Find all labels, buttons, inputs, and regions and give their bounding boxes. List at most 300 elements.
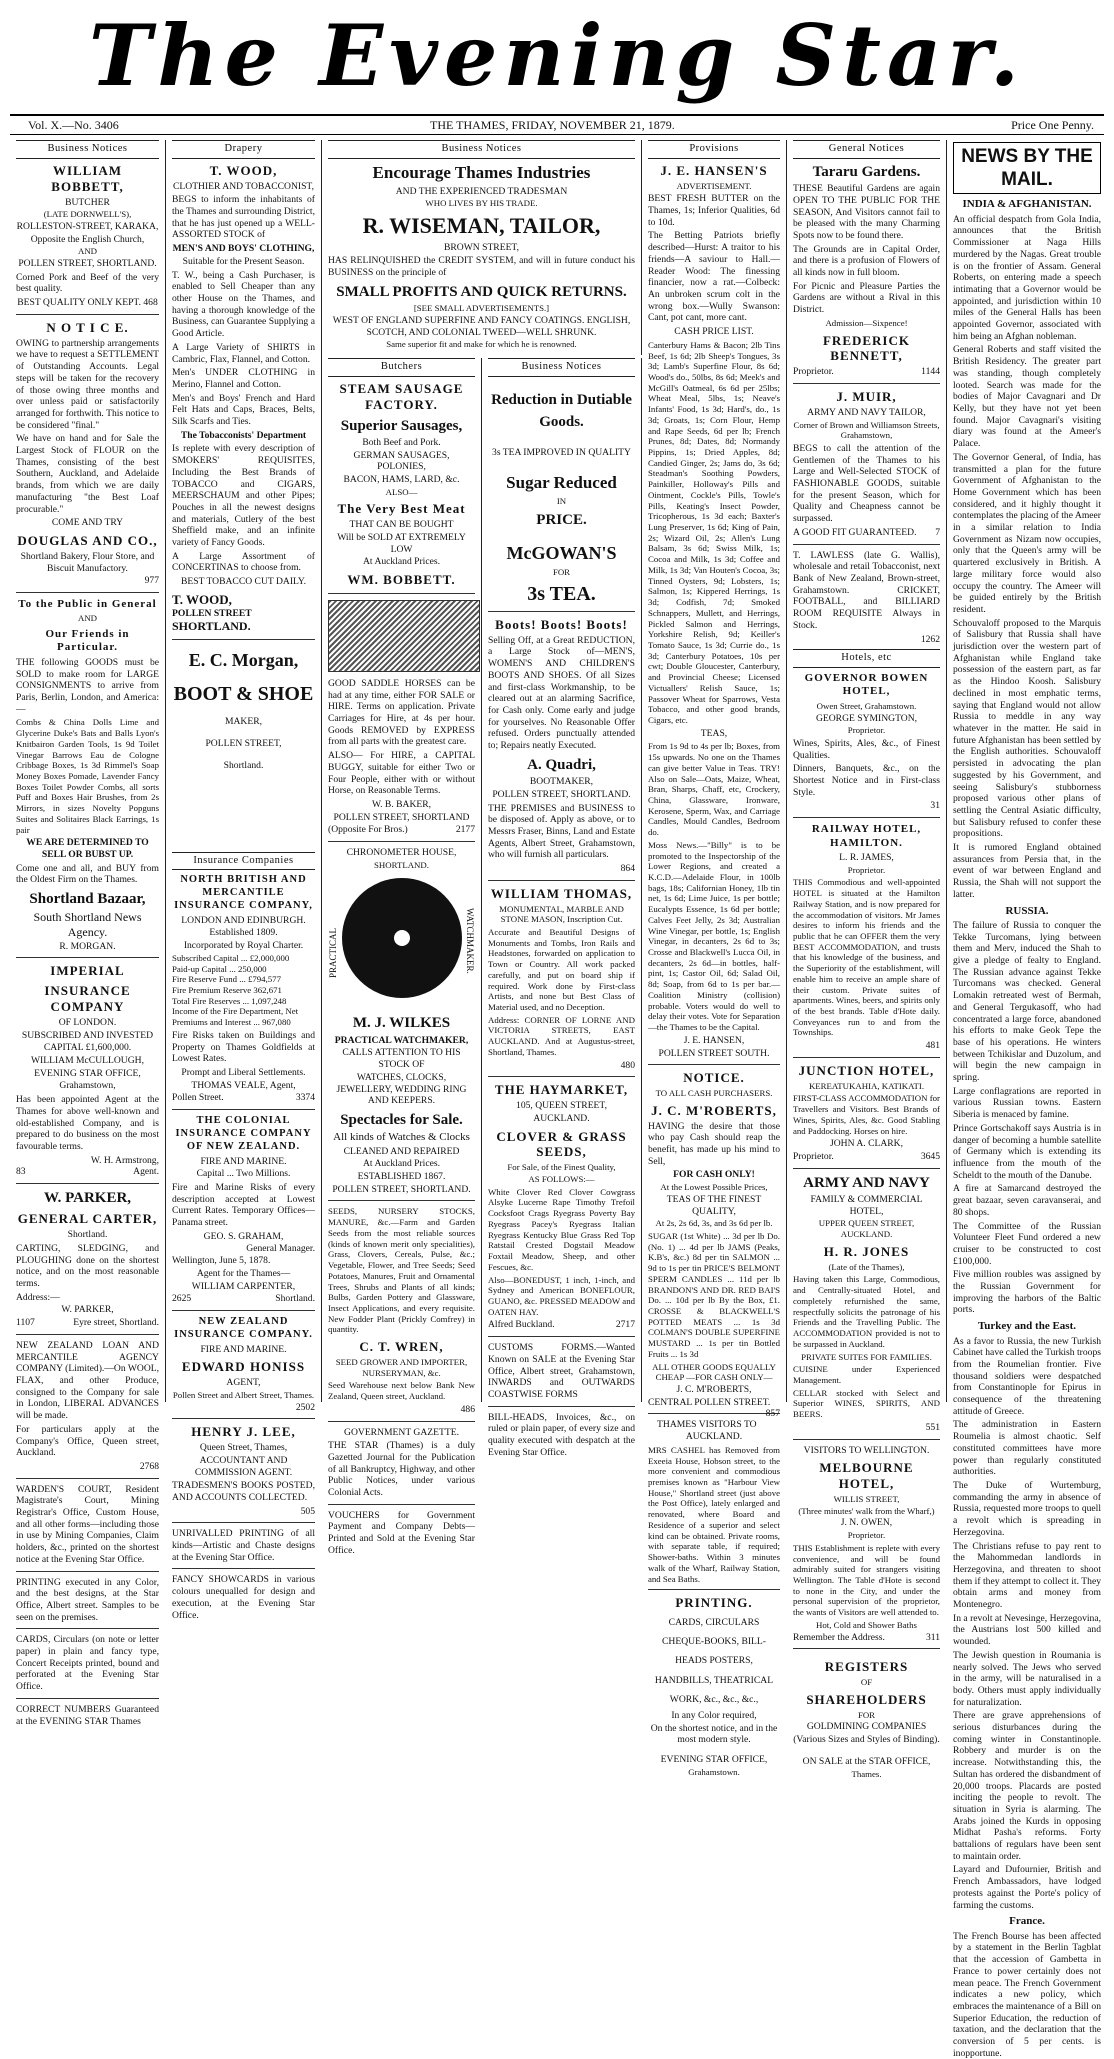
ad-text: OWING to partnership arrangements we have to request a SETTLEMENT of Outstanding Accounts. Legal steps will be taken for the recovery of those owing three months and over unless paid or satisfactorily arranged for forthwith. This notice to be considered "final."	[16, 337, 159, 431]
ad-line: At the Lowest Possible Prices,	[660, 1182, 768, 1193]
ad-text: Men's and Boys' French and Hard Felt Hats and Caps, Braces, Belts, Silk Scarfs and Ties.	[172, 392, 315, 428]
divider	[793, 1057, 940, 1058]
ad-text: We have on hand and for Sale the Largest Stock of FLOUR on the Thames, consisting of the best Southern, Auckland, and Adelaide brands, from which we are daily manufacturing "the Best Loaf procurable."	[16, 433, 159, 515]
ad-hansen	[648, 163, 780, 1059]
ad-number: 311	[925, 1631, 940, 1643]
ad-title: FREDERICK BENNETT,	[822, 332, 910, 364]
ad-line: 105, QUEEN STREET,	[516, 1100, 607, 1112]
ad-title: REGISTERS	[824, 1659, 909, 1675]
ad-text: A Large Assortment of CONCERTINAS to choose from.	[172, 550, 315, 574]
ad-line: Hot, Cold and Shower Baths	[816, 1619, 917, 1630]
section-heading: Business Notices	[16, 140, 159, 159]
ad-number: 3645	[920, 1151, 940, 1163]
ad-title: J. E. HANSEN'S	[660, 162, 768, 178]
ad-line: POLLEN STREET, SHORTLAND.	[492, 788, 631, 800]
ad-text: CUISINE under Experienced Management.	[793, 1364, 940, 1385]
ad-line: Corner of Brown and Williamson Streets, Grahamstown,	[793, 419, 940, 441]
ad-title: Reduction in Dutiable	[491, 391, 632, 408]
ad-line: ALSO—	[385, 486, 418, 497]
ad-line: Remember the Address.	[793, 1631, 885, 1643]
section-heading: Insurance Companies	[172, 852, 315, 871]
news-paragraph: Large conflagrations are reported in various Russian towns. Eastern Siberia is menaced by famine.	[953, 1085, 1101, 1121]
ad-bazaar	[16, 598, 159, 952]
ad-warden: WARDEN'S COURT, Resident Magistrate's Court, Mining Registrar's Office, Custom House, and all other forms—including those in use by Mining Companies, Claim holders, &c., printed on the shortest notice at the Evening Star Office.	[16, 1483, 159, 1565]
ad-line: Queen Street, Thames,	[199, 1442, 288, 1454]
ad-line: Fire Premium Reserve 362,671	[172, 985, 282, 996]
ad-line: W. PARKER,	[61, 1304, 114, 1316]
ad-line: (Late of the Thames),	[828, 1261, 905, 1272]
ad-line: ON SALE at the STAR OFFICE,	[802, 1755, 931, 1767]
ad-number: 2502	[295, 1401, 315, 1413]
news-paragraph: The Governor General, of India, has transmitted a plan for the future Government of Afghanistan to the Home Government which has been considered, and it highly thought it contemplates the placing of the Ameer in a similar relation to India Government as Nizam now occupies, only that the Queen's army will be quartered exclusively in British. A large military force would also occupy the country. The Ameer will be guided entirely by the British resident.	[953, 451, 1101, 615]
ad-title: H. R. JONES	[823, 1243, 910, 1259]
ad-line: T. WOOD,	[172, 591, 232, 607]
ad-line: EVENING STAR OFFICE,	[34, 1067, 141, 1079]
ad-line: A GOOD FIT GUARANTEED.	[793, 526, 917, 538]
ad-line: TEAS OF THE FINEST QUALITY,	[666, 1193, 762, 1217]
ad-title: 3s TEA.	[527, 582, 596, 605]
ad-correct: CORRECT NUMBERS Guaranteed at the EVENING STAR Thames	[16, 1703, 159, 1727]
ad-line: SHORTLAND.	[172, 619, 251, 634]
ad-title: Tararu Gardens.	[812, 163, 921, 180]
ad-line: CLEANED AND REPAIRED	[343, 1145, 460, 1157]
ad-line: Alfred Buckland.	[488, 1319, 555, 1331]
ad-text: HAS RELINQUISHED the CREDIT SYSTEM, and will in future conduct his BUSINESS on the principle of	[328, 255, 635, 279]
ad-line: Shortland.	[67, 1229, 108, 1241]
ad-line: Paid-up Capital ... 250,000	[172, 963, 267, 974]
ad-line: Both Beef and Pork.	[362, 436, 441, 448]
ad-text: GOOD SADDLE HORSES can be had at any time, either FOR SALE or HIRE. Terms on application. Private Carriages for Hire, at 4s per hour. Goods REMOVED by EXPRESS from all parts with the greatest care.	[328, 677, 475, 748]
ad-line: POLLEN STREET	[172, 607, 252, 619]
divider	[16, 314, 159, 315]
ad-text: BEST FRESH BUTTER on the Thames, 1s; Inferior Qualities, 6d to 10d.	[648, 193, 780, 228]
ad-line: Total Fire Reserves ... 1,097,248	[172, 995, 287, 1006]
ad-line: Admission—Sixpence!	[825, 317, 908, 328]
news-paragraph: The Committee of the Russian Volunteer Fleet Fund ordered a new cruiser to be constructed to cost £100,000.	[953, 1220, 1101, 1267]
ad-text: SUGAR (1st White) ... 3d per lb Do. (No. 1) ... 4d per lb JAMS (Peaks, K.B's, &c.) 8d per tin SALMON ... 9d to 1s per tin PRICE'S BELMONT SPERM CANDLES ... 11d per lb BRANDON'S AND DR. RED BAI'S Do. ... 10d per lb By the Box, £1. CROSSE & BLACKWELL'S POTTED MEATS ... 1s 3d COLMAN'S DOUBLE SUPERFINE MUSTARD ... 1s per tin Bottled Fruits ... 1s 3d	[648, 1231, 780, 1359]
ad-line: GOVERNMENT GAZETTE.	[344, 1426, 459, 1438]
masthead	[0, 0, 1114, 112]
news-heading: RUSSIA.	[1005, 904, 1049, 917]
ad-line: (Three minutes' walk from the Wharf,)	[798, 1505, 935, 1516]
ad-number: 2177	[455, 824, 475, 836]
ad-number: 1107	[16, 1317, 35, 1329]
ad-line: Shortland Bakery, Flour Store, and Biscuit Manufactory.	[20, 550, 155, 574]
ad-registers	[793, 1659, 940, 1779]
ad-nz-insurance	[172, 1316, 315, 1413]
ad-parker	[16, 1189, 159, 1329]
ad-text: Accurate and Beautiful Designs of Monuments and Tombs, Iron Rails and Headstones, forwarded on application to Town or Country. All work packed carefully, and put on board ship if required. Work done by First-class Artists, and none but Best Class of Material used, and no Deception.	[488, 927, 635, 1013]
ad-line: All kinds of Watches & Clocks	[333, 1131, 470, 1144]
ad-line: ROLLESTON-STREET, KARAKA,	[16, 220, 159, 232]
ad-muir	[793, 389, 940, 539]
ad-tararu	[793, 163, 940, 378]
ad-text: THE STAR (Thames) is a duly Gazetted Journal for the Publication of all Bankruptcy, Highway, and other Public Notices, under various Colonial Acts.	[328, 1440, 475, 1499]
ad-title: N O T I C E.	[46, 319, 129, 335]
ad-line: South Shortland News Agency.	[33, 910, 142, 940]
ad-line: COME AND TRY	[51, 517, 124, 529]
price: Price One Penny.	[1011, 118, 1094, 132]
ad-line: IN	[556, 495, 567, 506]
ad-line: Agent for the Thames—	[196, 1267, 291, 1279]
ad-line: GEORGE SYMINGTON,	[815, 712, 918, 724]
divider	[328, 1421, 475, 1422]
ad-line: Pollen Street.	[172, 1092, 224, 1104]
ad-text: Canterbury Hams & Bacon; 2lb Tins Beef, 1s 6d; 2lb Sheep's Tongues, 3s 3d; Lamb's Superfine Flour, 8s 6d; Wood's do., 50lbs, 8s 6d; Meek's and McGill's Oatmeal, 6s 6d per 25lbs; Wheat Meal, 5lbs, 1s; Neave's Infants' Food, 1s 3d; Hard's, do., 1s 3d; Groats, 1s; Corn Flour, Hemp and Rape Seeds, 6d per lb; French Prunes, 8d; Dates, 8d; Normandy Pippins, 1s; Dried Apples, 8d; Candied Ginger, 2s; Jams do, 3s 6d; Steadman's Soothing Powders, Painkiller, Holloway's Pills and Ointment, Cockle's Pills, Towle's Pills, Keating's Insect Powder, Tricopherous, 1s 3d each; Baxter's Lung Preserver, 1s 6d; King of Pain, 2s; Wizard Oil, 2s; Allen's Lung Balsam, 3s 6d; Swiss Milk, 1s; Cocoa and Milk, 1s 3d; Coffee and Milk, 1s 3d; Van Houten's Cocoa, 3s; Tinned Oysters, 9d; Lobsters, 1s; Salmon, 1s; Kippered Herrings, 1s 3d; Codfish, 7d; Smoked Schnappers, Mullett, and Herrings, Pickled Salmon and Herrings, Yorkshire Relish, 9d; Keiller's Tomato Sauce, 1s 3d; Currie do., 1s 3d; Canterbury Potatoes, 10s per cwt; Double Gloucester, Canterbury, and Provincial Cheese; Licensed Victuallers' Relish Sauce, 1s; Passover Wheat for Sparrows, Vesta Tobacco, and other good brands, Cigars, etc.	[648, 339, 780, 725]
ad-line: 3s TEA IMPROVED IN QUALITY	[492, 447, 631, 459]
ad-text: Is replete with every description of SMOKERS' REQUISITES, Including the Best Brands of TOBACCO and CIGARS, MEERSCHAUM and other Pipes; Pouches in all the newest designs and materials, Cutlery of the best Sheffield make, and an infinite variety of Fancy Goods.	[172, 443, 315, 549]
ad-line: LONDON AND EDINBURGH.	[181, 914, 306, 926]
ad-line: Eyre street, Shortland.	[73, 1317, 159, 1329]
ad-title: STEAM SAUSAGE FACTORY.	[339, 380, 464, 412]
ad-line: KEREATUKAHIA, KATIKATI.	[808, 1080, 925, 1091]
ad-text: THIS Commodious and well-appointed HOTEL is situated at the Hamilton Railway Station, and is now prepared for the accommodation of visitors. Mr James desires to inform his friends and the public that he can OFFER them the very BEST ACCOMMODATION, and trusts that his knowledge of the business, and the Superiority of the establishment, will enable him to receive an ample share of their custom. Private suites of apartments. Wines, beers, and spirits only of the best brands. Table d'Hote daily. Conveyances run to and from the Townships.	[793, 877, 940, 1038]
ad-title: PRINTING.	[675, 1595, 753, 1611]
ad-title: WILLIAM THOMAS,	[490, 885, 633, 901]
ad-line: POLLEN STREET, SHORTLAND.	[18, 258, 157, 270]
news-paragraph: It is rumored England obtained assurances from Persia that, in the event of war between England and Russia, the Shah will not support the latter.	[953, 842, 1101, 900]
ad-line: (Various Sizes and Styles of Binding).	[793, 1734, 940, 1746]
ad-text: Address: CORNER OF LORNE AND VICTORIA STREETS, EAST AUCKLAND. And at Augustus-street, Shortland, Thames.	[488, 1014, 635, 1057]
ad-title: C. T. WREN,	[359, 1339, 444, 1355]
ad-line: PRACTICAL WATCHMAKER,	[334, 1034, 469, 1046]
ad-line: AS FOLLOWS:—	[528, 1174, 595, 1185]
ad-text: T. W., being a Cash Purchaser, is enabled to Sell Cheaper than any other House on the Thames, and having a thorough knowledge of the Business, can Guarantee Supplying a Good Article.	[172, 269, 315, 340]
section-heading: Business Notices	[328, 140, 635, 159]
divider	[488, 1336, 635, 1337]
ad-line: GERMAN SAUSAGES, POLONIES,	[353, 449, 450, 473]
ad-title: ARMY AND NAVY	[803, 1174, 930, 1191]
ad-title: SHAREHOLDERS	[806, 1691, 927, 1707]
ad-line: TO ALL CASH PURCHASERS.	[655, 1088, 773, 1099]
ad-line: SEED GROWER AND IMPORTER, NURSERYMAN, &c.	[335, 1356, 468, 1378]
ad-haymarket	[488, 1082, 635, 1331]
ad-title: E. C. Morgan,	[188, 650, 299, 671]
section-heading: Business Notices	[488, 358, 635, 377]
ad-number: 83	[16, 1166, 26, 1178]
ad-text: From 1s 9d to 4s per lb; Boxes, from 15s upwards. No one on the Thames can give better Value in Teas. TRY! Also on Sale—Oats, Maize, Wheat, Bran, Sharps, Chaff, etc, Crockery, China, Glassware, Ironware, Kerosene, Sperm, Wax, and Carriage Candles, Mould Candles, Bedroom do.	[648, 741, 780, 838]
ad-text: Selling Off, at a Great REDUCTION, a Large Stock of—MEN'S, WOMEN'S AND CHILDREN'S BOOTS AND SHOES. Of all Sizes and first-class Workmanship, to be cleared out at an alarming Sacrifice, for Cash only. Come early and judge for yourselves. No Reasonable Offer refused. Orders punctually attended to; Repairs neatly Executed.	[488, 634, 635, 752]
news-paragraph: The administration in Eastern Roumelia is almost chaotic. Self constituted committees have more power than regularly constituted authorities.	[953, 1419, 1101, 1478]
ad-line: PRACTICAL	[328, 928, 338, 979]
ad-cards: CARDS, Circulars (on note or letter paper) in plain and fancy type, Concert Receipts printed, bound and perforated at the Evening Star Office.	[16, 1634, 159, 1693]
ad-bobbett	[16, 163, 159, 309]
ad-line: AND THE EXPERIENCED TRADESMAN	[395, 185, 568, 197]
ad-line: WHO LIVES BY HIS TRADE.	[425, 198, 538, 209]
ad-text: FIRST-CLASS ACCOMMODATION for Travellers and Visitors. Best Brands of Wines, Spirits, Ales, &c. Good Stabling and Paddocking. Horses on hire.	[793, 1093, 940, 1136]
ad-line: Opposite the English Church,	[30, 233, 145, 245]
divider	[793, 1168, 940, 1169]
ad-line: AUCKLAND.	[533, 1112, 590, 1124]
ad-line: For Sale, of the Finest Quality,	[507, 1162, 616, 1173]
divider	[488, 611, 635, 612]
ad-bill-heads: BILL-HEADS, Invoices, &c., on ruled or plain paper, of every size and quality executed with despatch at the Evening Star Office.	[488, 1411, 635, 1458]
ad-army-navy-hotel	[793, 1174, 940, 1434]
ad-north-british	[172, 874, 315, 1104]
ad-number: 2717	[615, 1319, 635, 1331]
ad-line: W. H. Armstrong,	[90, 1154, 159, 1166]
ad-text: For Picnic and Pleasure Parties the Gardens are without a Rival in this District.	[793, 280, 940, 316]
column-2	[166, 140, 322, 1621]
news-paragraph: The failure of Russia to conquer the Tekke Turcomans, lying between them and Merv, induced the Shah to give a pledge of fealty to England. The Russian advance against Tekke Turcomans was checked. General Lomakin retreated west of Bermah, and General Tergukasoff, who had concentrated a large force, abandoned his efforts to make Geok Tepe the base of his operations. He winters between Tchikislar and Duzolum, and will begin the new campaign in spring.	[953, 919, 1101, 1084]
ad-line: J. E. HANSEN,	[683, 1034, 745, 1046]
ad-line: Grahamstown,	[59, 1080, 116, 1092]
divider	[328, 593, 475, 594]
news-paragraph: The Jewish question in Roumania is nearly solved. The Jews who served in the army, will be naturalised in a body. Others must apply individually for naturalization.	[953, 1649, 1101, 1708]
ad-railway-hotel	[793, 823, 940, 1052]
ad-morgan	[172, 650, 315, 771]
column-5	[642, 140, 787, 1777]
ad-title: R. WISEMAN, TAILOR,	[362, 212, 601, 238]
ad-title: Shortland Bazaar,	[29, 891, 146, 908]
clock-icon	[342, 878, 462, 998]
ad-title: JUNCTION HOTEL,	[798, 1062, 935, 1078]
news-paragraph: Schouvaloff proposed to the Marquis of Salisbury that Russia shall have jurisdiction over the western part of Afghanistan while England take possession of the eastern part, as far as the Hindoo Koosh. Salisbury declined in most emphatic terms, saying that England would not allow Russia to meddle in any way whatever in the matter. He said in future Afghanistan has been settled by the English authorities. Schouvaloff persisted in advocating the plan suggested by his Government, and seeing Salisbury's stubborness proposed various other plans of settling the Central Asiatic difficulty, but Salisbury refused to confer these propositions.	[953, 617, 1101, 840]
ad-text: White Clover Red Clover Cowgrass Alsyke Lucerne Rape Timothy Trefoil Cocksfoot Crags Ryegrass Poverty Bay Ryegrass Pacey's Ryegrass Italian Ryegrass Kentucky Blue Grass Red Top Ratstail Crested Dogstail Meadow Foxtail Meadow, Sheep, and other Fescues, &c.	[488, 1186, 635, 1272]
ad-title: HENRY J. LEE,	[191, 1424, 296, 1440]
ad-title: THE COLONIAL INSURANCE COMPANY OF NEW ZEALAND.	[175, 1115, 312, 1152]
ad-line: Prompt and Liberal Settlements.	[181, 1067, 306, 1079]
section-heading: Hotels, etc	[793, 649, 940, 668]
ad-text: Dinners, Banquets, &c., on the Shortest Notice and in First-class Style.	[793, 763, 940, 798]
news-paragraph: The Duke of Wurtemburg, commanding the army in absence of Russia, requested more troops to quell a revolt which is spreading in Herzegovina.	[953, 1479, 1101, 1538]
ad-printing: PRINTING executed in any Color, and the best designs, at the Star Office, Albert street. Samples to be seen on the premises.	[16, 1576, 159, 1623]
ad-title: W. PARKER,	[43, 1190, 132, 1207]
ad-line: Shortland.	[275, 1293, 315, 1305]
ad-line: At Auckland Prices.	[362, 1158, 440, 1170]
ad-line: ARMY AND NAVY TAILOR,	[807, 406, 926, 418]
ad-line: On the shortest notice, and in the most modern style.	[650, 1722, 778, 1746]
divider	[172, 1109, 315, 1110]
ad-line: MAKER,	[224, 716, 263, 728]
section-heading: Provisions	[648, 140, 780, 159]
ad-line: AND	[77, 246, 98, 257]
news-title: NEWS BY THE MAIL.	[953, 142, 1101, 194]
ad-line: Agent.	[133, 1166, 159, 1178]
ad-line: Proprietor.	[793, 1151, 834, 1163]
ad-title: WM. BOBBETT.	[347, 572, 456, 588]
divider	[648, 1413, 780, 1414]
ad-junction-hotel	[793, 1063, 940, 1163]
ad-title: NEW ZEALAND INSURANCE COMPANY.	[174, 1315, 313, 1340]
divider	[16, 1698, 159, 1699]
ad-douglas	[16, 320, 159, 587]
divider	[793, 383, 940, 384]
ad-thomas	[488, 886, 635, 1072]
ad-lawless: T. LAWLESS (late G. Wallis), wholesale and retail Tobacconist, next Bank of New Zealand, Brown-street, Grahamstown. CRICKET, FOOTBALL, and BILLIARD ROOM REQUISITE Always in Stock.	[793, 549, 940, 631]
ad-line: Established 1809.	[209, 927, 278, 939]
ad-number: 7	[935, 526, 940, 538]
section-heading: Drapery	[172, 140, 315, 159]
ad-number: 505	[300, 1505, 315, 1517]
ad-line: FAMILY & COMMERCIAL HOTEL,	[810, 1194, 923, 1217]
divider	[328, 1504, 475, 1505]
ad-text: The Grounds are in Capital Order, and there is a profusion of Flowers of all kinds now in full bloom.	[793, 243, 940, 279]
news-paragraph: There are grave apprehensions of serious disturbances during the coming winter in Constantinople. Robbery and murder is on the increase. Notwithstanding this, the Sultan has ordered the disbandment of 20,000 troops. Placards are posted inciting the people to revolt. The situation in Syria is alarming. The Arabs joined the Kurds in opposing Midhat Pasha's reforms. Forty battalions of regulars have been sent to maintain order.	[953, 1710, 1101, 1862]
ad-line: Same superior fit and make for which he is renowned.	[386, 339, 577, 350]
ad-title: NORTH BRITISH AND MERCANTILE INSURANCE COMPANY,	[174, 874, 313, 911]
ad-text: Wines, Spirits, Ales, &c., of Finest Qualities.	[793, 737, 940, 761]
news-paragraph: As a favor to Russia, the new Turkish Cabinet have called the Turkish troops from the Roumelian frontier. Five thousand soldiers were despatched from Constantinople for Epirus in consequence of the threatening attitude of Greece.	[953, 1335, 1101, 1417]
ad-text: Moss News.—"Billy" is to be promoted to the Inspectorship of the Lower Regions, and created a K.C.D.—Adelaide Flour, in 100lb bags, 18s; Californian Honey, 1lb tin net, 1s 6d; Lime Juice, 1s per bottle; Eucalypts Essence, 1s 6d per bottle; Calves Feet Jelly, 2s 3d; Australian Wine Vinegar, per bottle, 1s; English Vinegar, in decanters, 2s 6d to 3s; Crosse and Blackwell's Lucca Oil, in decanters, 2s 6d—in bottles, half-pint, 1s; Castor Oil, 6d; Salad Oil, 8d; Soap, from 6d to 1s per bar.—Coalition Ministry (collision) probable. Voters would do well to delay their votes. Vote for Separation—the Thames to be the Capital.	[648, 839, 780, 1033]
ad-text: THE following GOODS must be SOLD to make room for LARGE CONSIGNMENTS to arrive from Paris, Berlin, London, and America:—	[16, 656, 159, 715]
ad-title: RAILWAY HOTEL, HAMILTON.	[811, 823, 922, 849]
ad-text: A Large Variety of SHIRTS in Cambric, Flax, Flannel, and Cotton.	[172, 341, 315, 365]
ad-line: Shortland.	[223, 759, 264, 771]
ad-title: INSURANCE COMPANY	[44, 983, 131, 1015]
ad-line: J. C. M'ROBERTS,	[676, 1384, 752, 1396]
ad-text: VOUCHERS for Government Payment and Company Debts—Printed and Sold at the Evening Star Office.	[328, 1509, 475, 1556]
ad-title: A. Quadri,	[527, 756, 596, 773]
ad-line: FOR	[857, 1709, 876, 1720]
ad-text: Combs & China Dolls Lime and Glycerine Duke's Bats and Balls Lyon's Knitbairon Garden Tools, 1s 9d Toilet Vinegar Barrows Eau de Cologne Cribbage Boxes, 1s 3d Rimmel's Soap Money Boxes Pomade, Lavender Fancy Boxes Toilet Powder Combs, all sorts Puff and Boxes Hair Brushes, from 2s Mirrors, in sizes Novelty Popguns Suites and Solitaires Black Earrings, 1s pair	[16, 717, 159, 835]
ad-title: Goods.	[539, 414, 584, 431]
ad-line: WE ARE DETERMINED TO SELL OR BUBST UP.	[26, 837, 149, 861]
divider	[328, 841, 475, 842]
ad-title: GENERAL CARTER,	[17, 1211, 158, 1227]
ad-line: FIRE AND MARINE.	[200, 1155, 287, 1167]
news-paragraph: Layard and Dufournier, British and French Ambassadors, have lodged protests against the Porte's policy of farming the customs.	[953, 1864, 1101, 1911]
ad-line: BEST TOBACCO CUT DAILY.	[180, 576, 307, 588]
ad-line: BROWN STREET,	[444, 241, 519, 253]
ad-chronometer	[328, 847, 475, 1195]
ad-bobbett-sausage	[328, 381, 475, 588]
ad-title: To the Public in General	[18, 597, 157, 610]
divider	[488, 1076, 635, 1077]
divider	[648, 1064, 780, 1065]
ad-line: Proprietor.	[793, 366, 834, 378]
ad-title: DOUGLAS AND CO.,	[17, 532, 158, 548]
ad-text: Fire Risks taken on Buildings and Property on Thames Goldfields at Lowest Rates.	[172, 1029, 315, 1065]
divider	[172, 1418, 315, 1419]
ad-imperial	[16, 963, 159, 1178]
ad-line: SUBSCRIBED AND INVESTED	[21, 1029, 154, 1041]
buggy-illustration	[328, 600, 480, 672]
ad-text: BEGS to inform the inhabitants of the Thames and surrounding District, that he has just opened up a WELL-ASSORTED STOCK of	[172, 194, 315, 241]
column-7-news	[947, 140, 1107, 2059]
section-heading: Butchers	[328, 358, 475, 377]
ad-text: The Betting Patriots briefly described—Hurst: A traitor to his friends—A saviour to Hall.—Reader Wood: The finessing financier, now a rat.—Colbeck: An unbroken scrum colt in the wrong box.—Wully Swanson: Cant, pot cant, more cant.	[648, 230, 780, 324]
ad-line: Income of the Fire Department, Net Premiums and Interest ... 967,080	[172, 1006, 299, 1028]
ad-number: 857	[765, 1408, 780, 1420]
ad-number: 3374	[295, 1092, 315, 1104]
ad-line: Incorporated by Royal Charter.	[183, 940, 304, 952]
ad-colonial	[172, 1115, 315, 1305]
ad-line: [SEE SMALL ADVERTISEMENTS.]	[413, 303, 550, 314]
ad-title: T. WOOD,	[209, 162, 278, 178]
ad-wood	[172, 163, 315, 634]
ad-line: CARDS, CIRCULARS CHEQUE-BOOKS, BILL-HEADS POSTERS, HANDBILLS, THEATRICAL WORK, &c., &c., &c.,	[654, 1617, 774, 1705]
ad-line: WILLIAM McCULLOUGH,	[31, 1055, 144, 1067]
ad-title: Superior Sausages,	[340, 417, 463, 434]
ad-text: ALSO— For HIRE, a CAPITAL BUGGY, suitable for either Two or Four People, either with or without Horse, on Reasonable Terms.	[328, 750, 475, 797]
ad-line: The Tobacconists' Department	[180, 429, 307, 441]
ad-line: Subscribed Capital ... £2,000,000	[172, 952, 290, 963]
ad-line: BEST QUALITY ONLY KEPT. 468	[17, 297, 158, 309]
ad-title: M. J. WILKES	[352, 1015, 451, 1032]
ad-mcgowan	[488, 391, 635, 606]
ad-line: Capital ... Two Millions.	[196, 1168, 291, 1180]
ad-text: Has been appointed Agent at the Thames for above well-known and old-established Company, and is prepared to do business on the most favourable terms.	[16, 1094, 159, 1152]
ad-line: SHORTLAND.	[374, 859, 429, 870]
ad-line: UPPER QUEEN STREET, AUCKLAND.	[818, 1218, 915, 1240]
ad-text: Having taken this Large, Commodious, and Centrally-situated Hotel, and completely refurnished the same, respectfully solicits the patronage of his Friends and the Travelling Public. The ACCOMMODATION provided is not to be surpassed in Auckland.	[793, 1274, 940, 1349]
ad-line: MEN'S AND BOYS' CLOTHING,	[172, 243, 315, 255]
volume-number: Vol. X.—No. 3406	[28, 118, 119, 132]
ad-line: CENTRAL POLLEN STREET.	[648, 1396, 771, 1408]
divider	[793, 544, 940, 545]
ad-line: THOMAS VEALE, Agent,	[191, 1079, 296, 1091]
ad-line: TEAS,	[700, 727, 728, 739]
news-paragraph: In a revolt at Nevesinge, Herzegovina, the Austrians lost 500 killed and wounded.	[953, 1612, 1101, 1648]
ad-line: WILLIAM CARPENTER,	[191, 1280, 296, 1292]
ad-number: 480	[620, 1059, 635, 1071]
ad-line: BUTCHER	[65, 196, 110, 208]
dateline	[10, 114, 1104, 135]
ad-line: JOHN A. CLARK,	[829, 1138, 904, 1150]
ad-number: 1144	[921, 366, 940, 378]
ad-title: J. MUIR,	[836, 388, 897, 404]
ad-text: Fire and Marine Risks of every description accepted at Lowest Current Rates. Temporary Offices—Panama street.	[172, 1181, 315, 1229]
divider	[16, 1334, 159, 1335]
ad-title: Spectacles for Sale.	[340, 1111, 463, 1128]
ad-text: THE PREMISES and BUSINESS to be disposed of. Apply as above, or to Messrs Fraser, Binns, Land and Estate Agents, Albert Street, Grahamstown, who will furnish all particulars.	[488, 802, 635, 861]
ad-line: General Manager.	[246, 1243, 315, 1255]
news-paragraph: The Christians refuse to pay rent to the Mahommedan landlords in Herzegovina, and threaten to shoot them if they attempt to collect it. They obtain arms and money from Montenegro.	[953, 1540, 1101, 1611]
ad-number: 481	[925, 1040, 940, 1052]
ad-line: WEST OF ENGLAND SUPERFINE AND FANCY COATINGS. ENGLISH, SCOTCH, AND COLONIAL TWEED—WELL SHRUNK.	[332, 314, 631, 338]
ad-title: CLOVER & GRASS SEEDS,	[496, 1128, 627, 1160]
ad-text: CELLAR stocked with Select and Superior WINES, SPIRITS, AND BEERS.	[793, 1387, 940, 1420]
ad-line: AND	[77, 613, 98, 624]
ad-governor-bowen	[793, 672, 940, 812]
ad-number: 551	[925, 1421, 940, 1433]
ad-title: EDWARD HONISS	[181, 1359, 306, 1375]
ad-line: CLOTHIER AND TOBACCONIST,	[173, 180, 314, 192]
column-6	[787, 140, 947, 1779]
divider	[648, 1589, 780, 1590]
ad-line: Grahamstown.	[688, 1766, 740, 1777]
ad-line: OF LONDON.	[58, 1016, 117, 1028]
ad-line: POLLEN STREET, SHORTLAND.	[332, 1183, 471, 1195]
ad-title: Boots! Boots! Boots!	[495, 616, 628, 632]
ad-line: AGENT,	[226, 1377, 261, 1389]
ad-line: WATCHMAKER.	[465, 908, 475, 975]
news-heading: INDIA & AFGHANISTAN.	[962, 198, 1092, 211]
ad-text: BEGS to call the attention of the Gentlemen of the Thames to his Large and Well-Selected STOCK of FASHIONABLE GOODS, suitable for the present Season, which for Quality and Cheapness cannot be surpassed.	[793, 442, 940, 525]
ad-text: THIS Establishment is replete with every convenience, and will be found admirably suited for strangers visiting Wellington. The Table d'Hote is second to none in the City, and under the personal supervision of the proprietor, the wants of Visitors are well attended to.	[793, 1542, 940, 1618]
ad-number: 2625	[172, 1293, 192, 1305]
ad-number: 864	[620, 863, 635, 875]
news-paragraph: The French Bourse has been affected by a statement in the Berlin Tagblat that the accession of Gambetta in France to power certainly does not mean peace. The French Government indicates a new policy, which embraces the maintenance of a Bill on Superior Education, the reduction of taxation, and the declaration that the conversion of 5 per cents. is inopportune.	[953, 1930, 1101, 2059]
divider	[172, 1310, 315, 1311]
ad-text: Come one and all, and BUY from the Oldest Firm on the Thames.	[16, 862, 159, 886]
ad-text: SEEDS, NURSERY STOCKS, MANURE, &c.—Farm and Garden Seeds from the most reliable sources (kinds of known merit only specialities), Grass, Clovers, Cereals, Pulse, &c.; Vegetable, Flower, and Tree Seeds; Seed Potatoes, Manures, Fruit and Ornamental Trees, Shrubs and Plants of all kinds; Bulbs, Garden Pottery and Glassware, Insect Applications, and every requisite. New Fodder Plant (Prickly Comfrey) in quantity.	[328, 1206, 475, 1335]
ad-title: MELBOURNE HOTEL,	[819, 1460, 914, 1492]
ad-line: PRIVATE SUITES FOR FAMILIES.	[801, 1351, 932, 1362]
news-paragraph: General Roberts and staff visited the British Residency. The greater part was standing, though completely looted. Search was made for the bodies of Major Cavagnari and Dr Kelly, but they have not yet been found. Major Cavagnari's visiting diary was found at the Ameer's Palace.	[953, 344, 1101, 450]
ad-number: 2768	[139, 1460, 159, 1472]
ad-line: Pollen Street and Albert Street, Thames.	[172, 1389, 315, 1400]
ad-text: HAVING the desire that those who pay Cash should reap the benefit, has made up his mind to Sell,	[648, 1120, 780, 1167]
ad-line: Proprietor.	[847, 1530, 886, 1541]
ad-line: ACCOUNTANT AND COMMISSION AGENT.	[194, 1454, 293, 1478]
ad-line: In any Color required,	[671, 1710, 757, 1722]
ad-text: Corned Pork and Beef of the very best quality.	[16, 271, 159, 295]
ad-text: THESE Beautiful Gardens are again OPEN TO THE PUBLIC FOR THE SEASON, And Visitors cannot fail to be pleased with the many Charming Spots now to be found there.	[793, 183, 940, 241]
ad-line: GEO. S. GRAHAM,	[203, 1230, 284, 1242]
ad-number: 977	[144, 575, 159, 587]
